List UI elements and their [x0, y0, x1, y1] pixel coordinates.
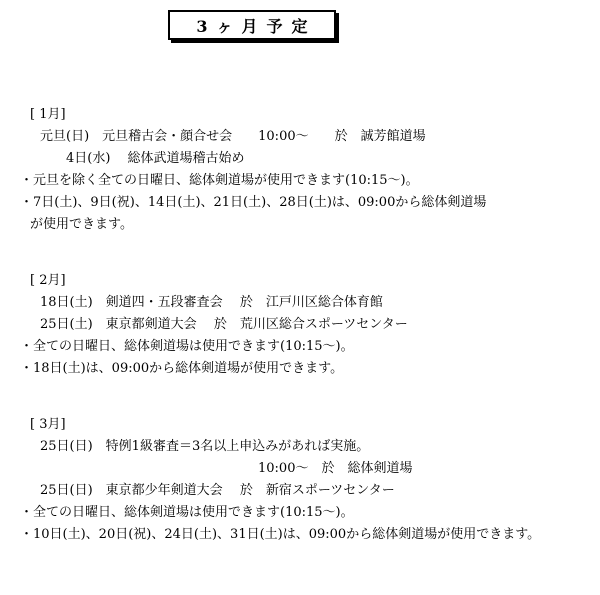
january-note-line: ・元旦を除く全ての日曜日、総体剣道場が使用できます(10:15～)。 [20, 173, 419, 188]
january-event-line: 元旦(日) 元旦稽古会・顔合せ会 10:00～ 於 誠芳館道場 [40, 129, 426, 144]
page-title: 3ヶ月予定 [168, 10, 336, 40]
march-heading: [ 3月] [30, 417, 66, 432]
january-note-line: ・7日(土)、9日(祝)、14日(土)、21日(土)、28日(土)は、09:00から総体剣道場 [20, 195, 487, 210]
march-event-line: 25日(日) 特例1級審査＝3名以上申込みがあれば実施。 [40, 439, 370, 454]
march-note-line: ・全ての日曜日、総体剣道場は使用できます(10:15～)。 [20, 505, 354, 520]
january-event-line: 4日(水) 総体武道場稽古始め [66, 151, 245, 166]
march-event-line: 25日(日) 東京都少年剣道大会 於 新宿スポーツセンター [40, 483, 395, 498]
february-event-line: 18日(土) 剣道四・五段審査会 於 江戸川区総合体育館 [40, 295, 383, 310]
january-heading: [ 1月] [30, 107, 66, 122]
march-event-line: 10:00～ 於 総体剣道場 [258, 461, 413, 476]
february-note-line: ・18日(土)は、09:00から総体剣道場が使用できます。 [20, 361, 344, 376]
february-event-line: 25日(土) 東京都剣道大会 於 荒川区総合スポーツセンター [40, 317, 408, 332]
march-note-line: ・10日(土)、20日(祝)、24日(土)、31日(土)は、09:00から総体剣道場が使用できます。 [20, 527, 541, 542]
february-note-line: ・全ての日曜日、総体剣道場は使用できます(10:15～)。 [20, 339, 354, 354]
january-note-line: が使用できます。 [30, 217, 133, 232]
february-heading: [ 2月] [30, 273, 66, 288]
